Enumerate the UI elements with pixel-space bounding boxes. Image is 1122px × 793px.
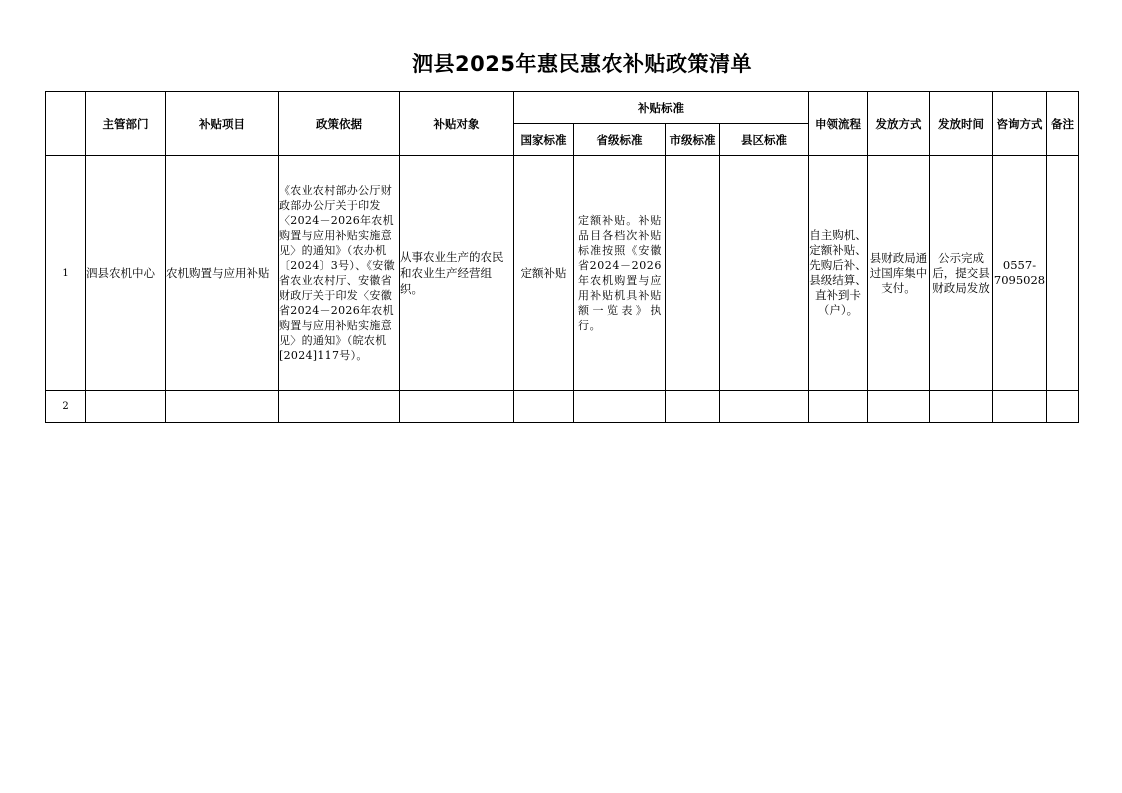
cell-item bbox=[166, 391, 279, 423]
header-county: 县区标准 bbox=[720, 124, 809, 156]
header-remarks: 备注 bbox=[1047, 92, 1079, 156]
row-index: 2 bbox=[46, 391, 86, 423]
header-basis: 政策依据 bbox=[279, 92, 400, 156]
cell-time bbox=[930, 391, 993, 423]
row-index: 1 bbox=[46, 156, 86, 391]
header-target: 补贴对象 bbox=[400, 92, 514, 156]
header-method: 发放方式 bbox=[868, 92, 930, 156]
cell-contact bbox=[993, 391, 1047, 423]
cell-time: 公示完成后，提交县财政局发放 bbox=[930, 156, 993, 391]
cell-provincial: 定额补贴。补贴品目各档次补贴标准按照《安徽省2024－2026年农机购置与应用补贴机具补贴额一览表》执行。 bbox=[578, 214, 662, 332]
cell-national bbox=[514, 391, 574, 423]
cell-process bbox=[809, 391, 868, 423]
header-item: 补贴项目 bbox=[166, 92, 279, 156]
cell-basis bbox=[279, 391, 400, 423]
cell-item: 农机购置与应用补贴 bbox=[166, 156, 279, 391]
cell-target bbox=[400, 391, 514, 423]
cell-city bbox=[666, 156, 720, 391]
cell-target: 从事农业生产的农民和农业生产经营组织。 bbox=[400, 156, 514, 391]
header-standard-group: 补贴标准 bbox=[514, 92, 809, 124]
cell-contact: 0557-7095028 bbox=[993, 156, 1047, 391]
cell-provincial-wrap bbox=[574, 156, 666, 391]
cell-process: 自主购机、定额补贴、先购后补、县级结算、直补到卡（户）。 bbox=[809, 156, 868, 391]
cell-remarks bbox=[1047, 156, 1079, 391]
header-process: 申领流程 bbox=[809, 92, 868, 156]
cell-dept: 泗县农机中心 bbox=[86, 156, 166, 391]
header-provincial: 省级标准 bbox=[574, 124, 666, 156]
table-row bbox=[46, 156, 1079, 391]
cell-basis: 《农业农村部办公厅财政部办公厅关于印发〈2024－2026年农机购置与应用补贴实施意见〉的通知》（农办机〔2024〕3号）、《安徽省农业农村厅、安徽省财政厅关于印发〈安徽省2024－2026年农机购置与应用补贴实施意见〉的通知》（皖农机[2024]117号）。 bbox=[279, 156, 400, 391]
header-dept: 主管部门 bbox=[86, 92, 166, 156]
page-title: 泗县2025年惠民惠农补贴政策清单 bbox=[412, 52, 752, 76]
header-national: 国家标准 bbox=[514, 124, 574, 156]
cell-dept bbox=[86, 391, 166, 423]
cell-remarks bbox=[1047, 391, 1079, 423]
cell-method: 县财政局通过国库集中支付。 bbox=[868, 156, 930, 391]
header-contact: 咨询方式 bbox=[993, 92, 1047, 156]
header-index bbox=[46, 92, 86, 156]
cell-county bbox=[720, 156, 809, 391]
policy-table bbox=[45, 91, 1079, 423]
header-time: 发放时间 bbox=[930, 92, 993, 156]
cell-provincial bbox=[574, 391, 666, 423]
cell-method bbox=[868, 391, 930, 423]
cell-national: 定额补贴 bbox=[514, 156, 574, 391]
header-city: 市级标准 bbox=[666, 124, 720, 156]
table-row bbox=[46, 391, 1079, 423]
cell-county bbox=[720, 391, 809, 423]
cell-city bbox=[666, 391, 720, 423]
